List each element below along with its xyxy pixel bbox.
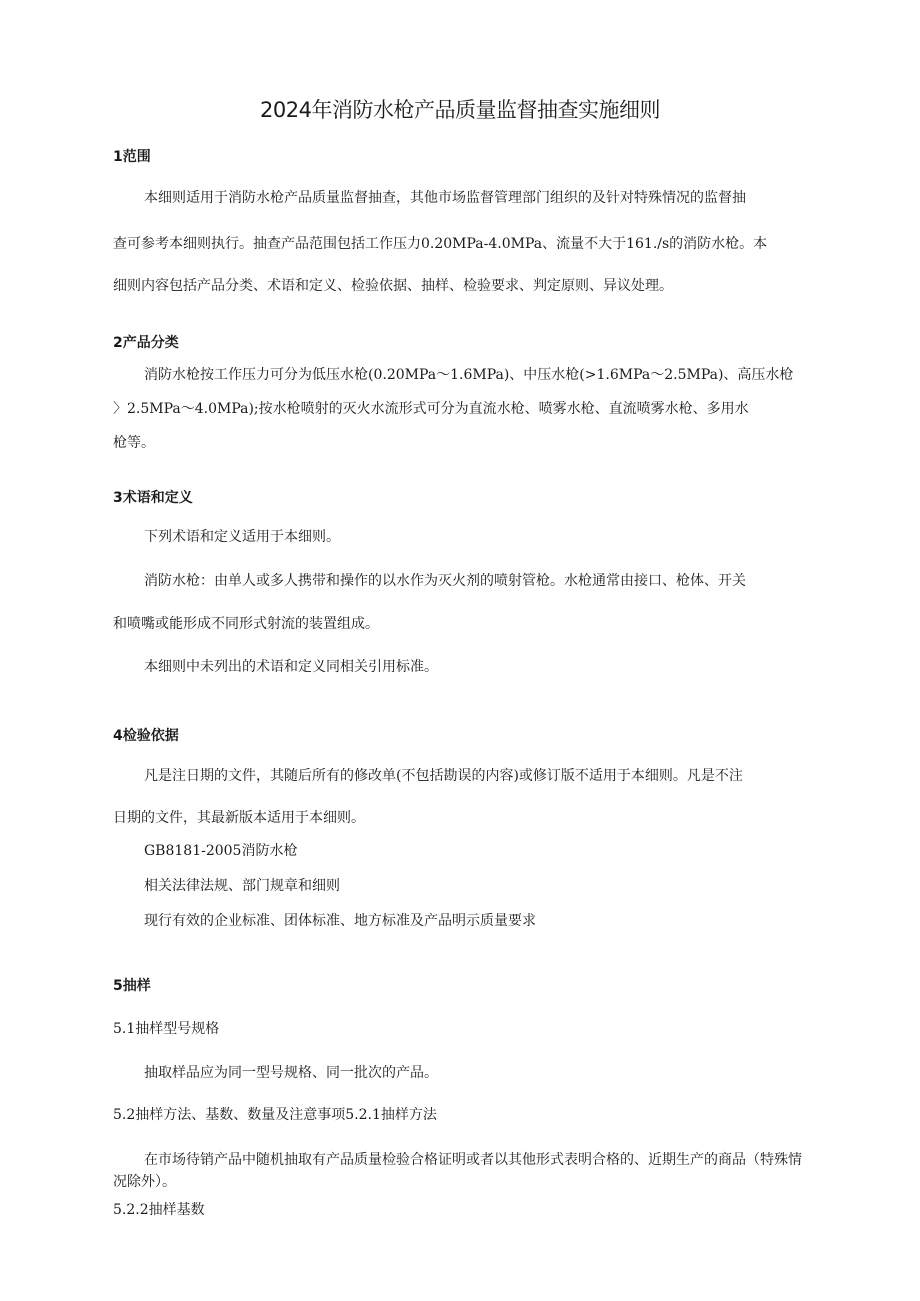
section-heading-basis: 4检验依据 <box>113 728 179 744</box>
paragraph-line: 抽取样品应为同一型号规格、同一批次的产品。 <box>144 1065 438 1081</box>
paragraph-line: 凡是注日期的文件，其随后所有的修改单(不包括勘误的内容)或修订版不适用于本细则。凡是不注 <box>144 768 743 784</box>
subsection-heading: 5.1抽样型号规格 <box>113 1021 220 1037</box>
subsection-heading: 5.2抽样方法、基数、数量及注意事项5.2.1抽样方法 <box>113 1107 437 1123</box>
section-heading-sampling: 5抽样 <box>113 978 151 994</box>
paragraph-line: 查可参考本细则执行。抽查产品范围包括工作压力0.20MPa-4.0MPa、流量不大于161./s的消防水枪。本 <box>113 236 768 252</box>
paragraph-line: 本细则中未列出的术语和定义同相关引用标准。 <box>144 659 438 675</box>
paragraph: 在市场待销产品中随机抽取有产品质量检验合格证明或者以其他形式表明合格的、近期生产的商品（特殊情况除外）。 <box>113 1152 802 1190</box>
paragraph-line: 消防水枪：由单人或多人携带和操作的以水作为灭火剂的喷射管枪。水枪通常由接口、枪体、开关 <box>144 573 746 589</box>
standard-item: 现行有效的企业标准、团体标准、地方标准及产品明示质量要求 <box>144 913 536 929</box>
document-title: 2024年消防水枪产品质量监督抽查实施细则 <box>260 98 660 122</box>
paragraph-line: 枪等。 <box>113 435 155 451</box>
paragraph-line: 消防水枪按工作压力可分为低压水枪(0.20MPa～1.6MPa)、中压水枪(>1.6MPa～2.5MPa)、高压水枪 <box>144 367 794 383</box>
paragraph-line: 〉2.5MPa～4.0MPa);按水枪喷射的灭火水流形式可分为直流水枪、喷雾水枪、直流喷雾水枪、多用水 <box>113 401 749 417</box>
section-heading-classification: 2产品分类 <box>113 335 179 351</box>
paragraph-line: 本细则适用于消防水枪产品质量监督抽查，其他市场监督管理部门组织的及针对特殊情况的监督抽 <box>144 190 746 206</box>
standard-item: 相关法律法规、部门规章和细则 <box>144 878 340 894</box>
paragraph-line: 下列术语和定义适用于本细则。 <box>144 529 340 545</box>
section-heading-scope: 1范围 <box>113 149 151 165</box>
paragraph-line: 细则内容包括产品分类、术语和定义、检验依据、抽样、检验要求、判定原则、异议处理。 <box>113 278 673 294</box>
paragraph-line: 和喷嘴或能形成不同形式射流的装置组成。 <box>113 616 379 632</box>
section-heading-terms: 3术语和定义 <box>113 490 193 506</box>
paragraph-line: 日期的文件，其最新版本适用于本细则。 <box>113 810 365 826</box>
standard-item: GB8181-2005消防水枪 <box>144 843 298 859</box>
subsection-heading: 5.2.2抽样基数 <box>113 1202 205 1218</box>
